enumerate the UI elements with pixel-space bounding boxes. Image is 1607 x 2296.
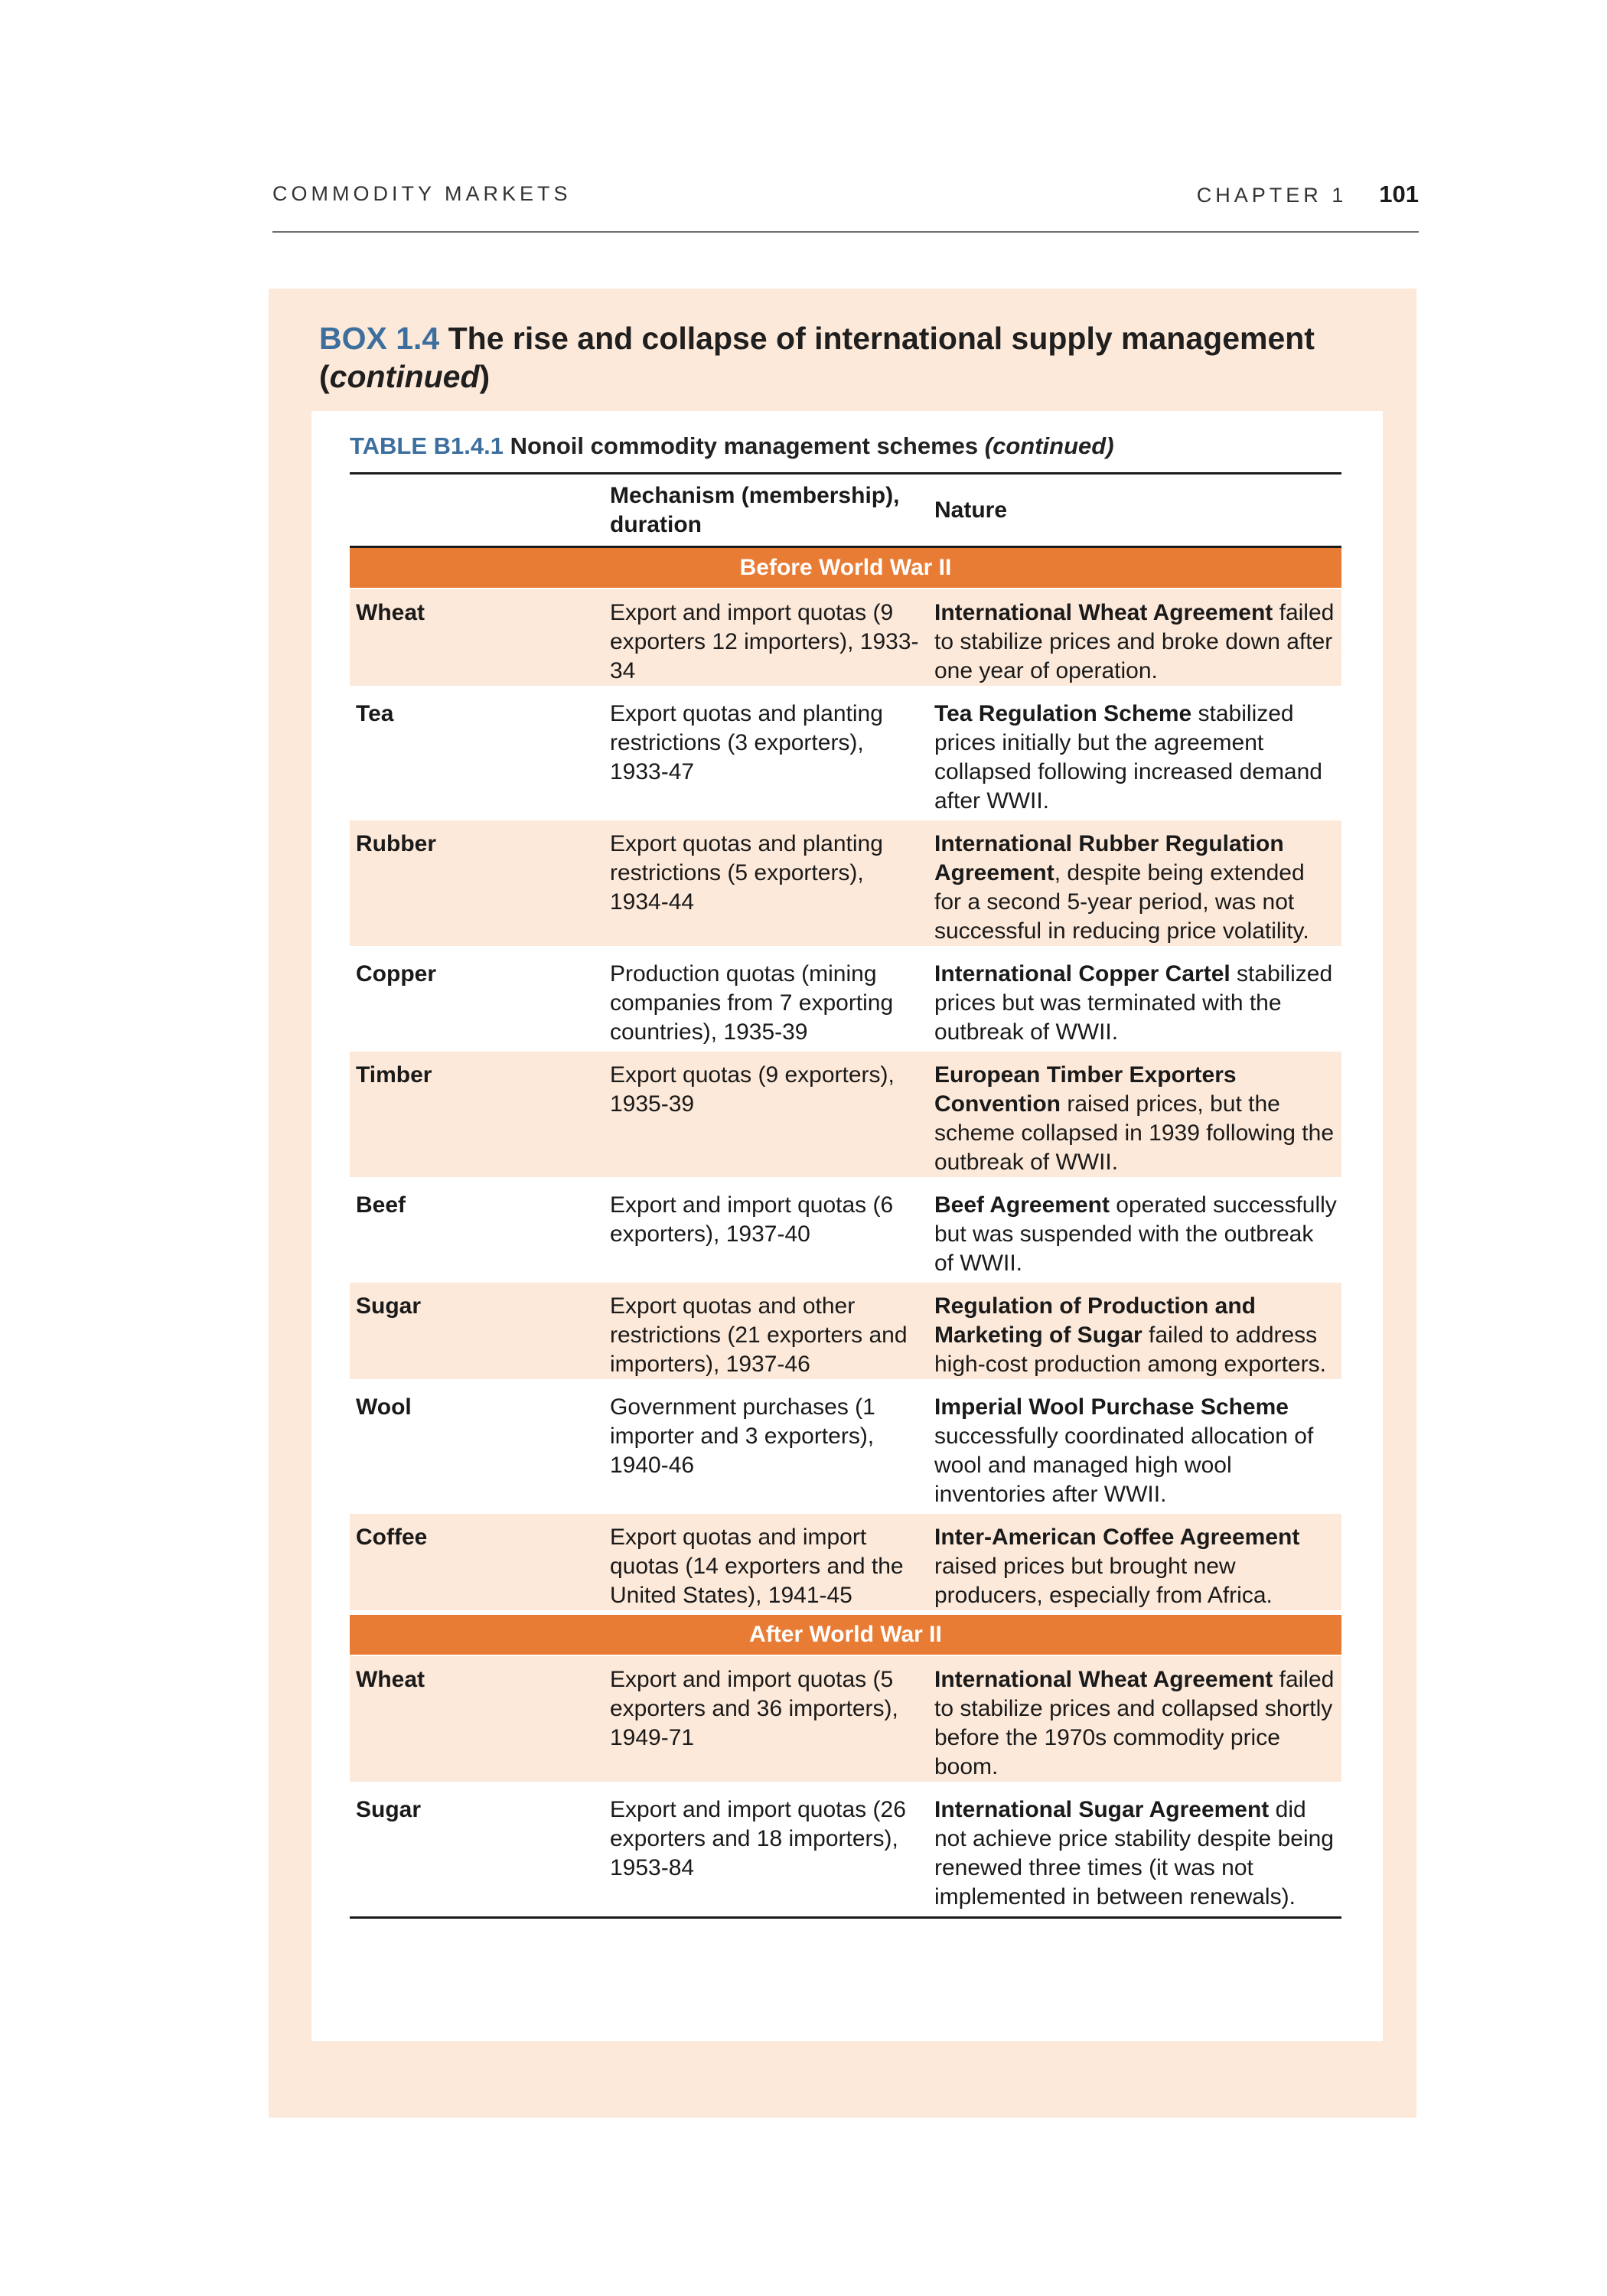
cell-mechanism: Export and import quotas (5 exporters and 36 importers), 1949-71 <box>610 1667 898 1750</box>
cell-mechanism: Export quotas and planting restrictions (3 exporters), 1933-47 <box>610 701 883 784</box>
cell-mechanism: Export and import quotas (6 exporters), 1937-40 <box>610 1192 894 1247</box>
nature-scheme-name: International Rubber Regulation Agreement <box>934 831 1284 885</box>
table-row <box>350 1182 1341 1283</box>
nature-description: successfully coordinated allocation of wool and managed high wool inventories after WWII. <box>934 1424 1314 1507</box>
cell-nature <box>934 830 1341 946</box>
table-row <box>350 820 1341 951</box>
table-caption <box>350 432 1114 460</box>
table-row <box>350 690 1341 820</box>
table-header <box>350 475 1341 548</box>
nature-description: stabilized prices initially but the agreement collapsed following increased demand after WWII. <box>934 701 1322 814</box>
nature-scheme-name: Tea Regulation Scheme <box>934 701 1192 726</box>
cell-nature <box>934 598 1341 686</box>
cell-commodity: Wheat <box>356 1667 425 1692</box>
running-header-chapter: CHAPTER 1 <box>1196 184 1348 207</box>
nature-scheme-name: International Wheat Agreement <box>934 1667 1273 1692</box>
table-row <box>350 1656 1341 1786</box>
nature-scheme-name: European Timber Exporters Convention <box>934 1062 1237 1117</box>
nature-description: did not achieve price stability despite being renewed three times (it was not implemented in between renewals). <box>934 1797 1334 1910</box>
nature-description: failed to stabilize prices and collapsed shortly before the 1970s commodity price boom. <box>934 1667 1335 1779</box>
nature-scheme-name: Inter-American Coffee Agreement <box>934 1525 1300 1550</box>
running-header <box>272 181 1419 233</box>
cell-nature <box>934 1523 1341 1610</box>
cell-commodity: Beef <box>356 1192 406 1218</box>
nature-scheme-name: International Sugar Agreement <box>934 1797 1270 1822</box>
box-number: BOX 1.4 <box>319 321 440 356</box>
running-header-section: COMMODITY MARKETS <box>272 182 572 205</box>
nature-description: operated successfully but was suspended with the outbreak of WWII. <box>934 1192 1337 1276</box>
box-continued: continued <box>329 359 480 394</box>
nature-scheme-name: International Wheat Agreement <box>934 600 1273 625</box>
cell-commodity: Wool <box>356 1394 412 1420</box>
cell-commodity: Wheat <box>356 600 425 625</box>
table-panel <box>311 411 1383 2041</box>
cell-commodity: Sugar <box>356 1797 422 1822</box>
cell-nature <box>934 1292 1341 1379</box>
cell-commodity: Copper <box>356 961 436 987</box>
box-title: BOX 1.4 The rise and collapse of international supply management (continued) <box>319 321 1315 394</box>
page-number: 101 <box>1379 181 1419 207</box>
box-title-text: The rise and collapse of international supply management <box>448 321 1315 356</box>
cell-commodity: Timber <box>356 1062 432 1088</box>
table-row <box>350 951 1341 1052</box>
nature-description: raised prices but brought new producers, especially from Africa. <box>934 1554 1273 1608</box>
table-row <box>350 1384 1341 1514</box>
table-row <box>350 1052 1341 1182</box>
cell-nature <box>934 1191 1341 1278</box>
cell-nature <box>934 1393 1341 1509</box>
nature-scheme-name: Beef Agreement <box>934 1192 1110 1218</box>
cell-commodity: Rubber <box>356 831 436 856</box>
header-nature: Nature <box>934 497 1008 523</box>
table-row <box>350 1514 1341 1615</box>
table-title: Nonoil commodity management schemes <box>510 432 979 459</box>
cell-mechanism: Production quotas (mining companies from 7 exporting countries), 1935-39 <box>610 961 894 1045</box>
header-mechanism: Mechanism (membership), duration <box>610 482 900 537</box>
cell-nature <box>934 1061 1341 1177</box>
schemes-table <box>350 472 1341 1919</box>
box-panel <box>269 289 1416 2118</box>
table-number: TABLE B1.4.1 <box>350 432 504 459</box>
cell-nature <box>934 1795 1341 1912</box>
table-row <box>350 1283 1341 1384</box>
running-header-right <box>1197 181 1419 208</box>
cell-nature <box>934 1665 1341 1782</box>
nature-scheme-name: International Copper Cartel <box>934 961 1231 987</box>
cell-mechanism: Export quotas and import quotas (14 exporters and the United States), 1941-45 <box>610 1525 904 1608</box>
table-body <box>350 548 1341 1916</box>
cell-mechanism: Export quotas and planting restrictions (5 exporters), 1934-44 <box>610 831 883 915</box>
nature-description: failed to stabilize prices and broke down after one year of operation. <box>934 600 1335 683</box>
nature-description: stabilized prices but was terminated with the outbreak of WWII. <box>934 961 1333 1045</box>
nature-scheme-name: Regulation of Production and Marketing of Sugar <box>934 1293 1256 1348</box>
cell-commodity: Tea <box>356 701 394 726</box>
nature-description: , despite being extended for a second 5-year period, was not successful in reducing price volatility. <box>934 860 1309 944</box>
cell-mechanism: Export and import quotas (9 exporters 12 importers), 1933-34 <box>610 600 919 683</box>
nature-scheme-name: Imperial Wool Purchase Scheme <box>934 1394 1289 1420</box>
cell-mechanism: Export quotas and other restrictions (21 exporters and importers), 1937-46 <box>610 1293 908 1377</box>
cell-nature <box>934 700 1341 816</box>
cell-commodity: Coffee <box>356 1525 428 1550</box>
section-heading: After World War II <box>350 1615 1341 1656</box>
nature-description: failed to address high-cost production among exporters. <box>934 1322 1326 1377</box>
cell-mechanism: Export and import quotas (26 exporters and 18 importers), 1953-84 <box>610 1797 906 1880</box>
cell-mechanism: Export quotas (9 exporters), 1935-39 <box>610 1062 895 1117</box>
table-row <box>350 1786 1341 1916</box>
section-heading: Before World War II <box>350 548 1341 589</box>
table-row <box>350 589 1341 690</box>
table-continued: (continued) <box>984 432 1114 459</box>
nature-description: raised prices, but the scheme collapsed in 1939 following the outbreak of WWII. <box>934 1091 1334 1175</box>
cell-nature <box>934 960 1341 1047</box>
cell-commodity: Sugar <box>356 1293 422 1319</box>
cell-mechanism: Government purchases (1 importer and 3 exporters), 1940-46 <box>610 1394 875 1478</box>
